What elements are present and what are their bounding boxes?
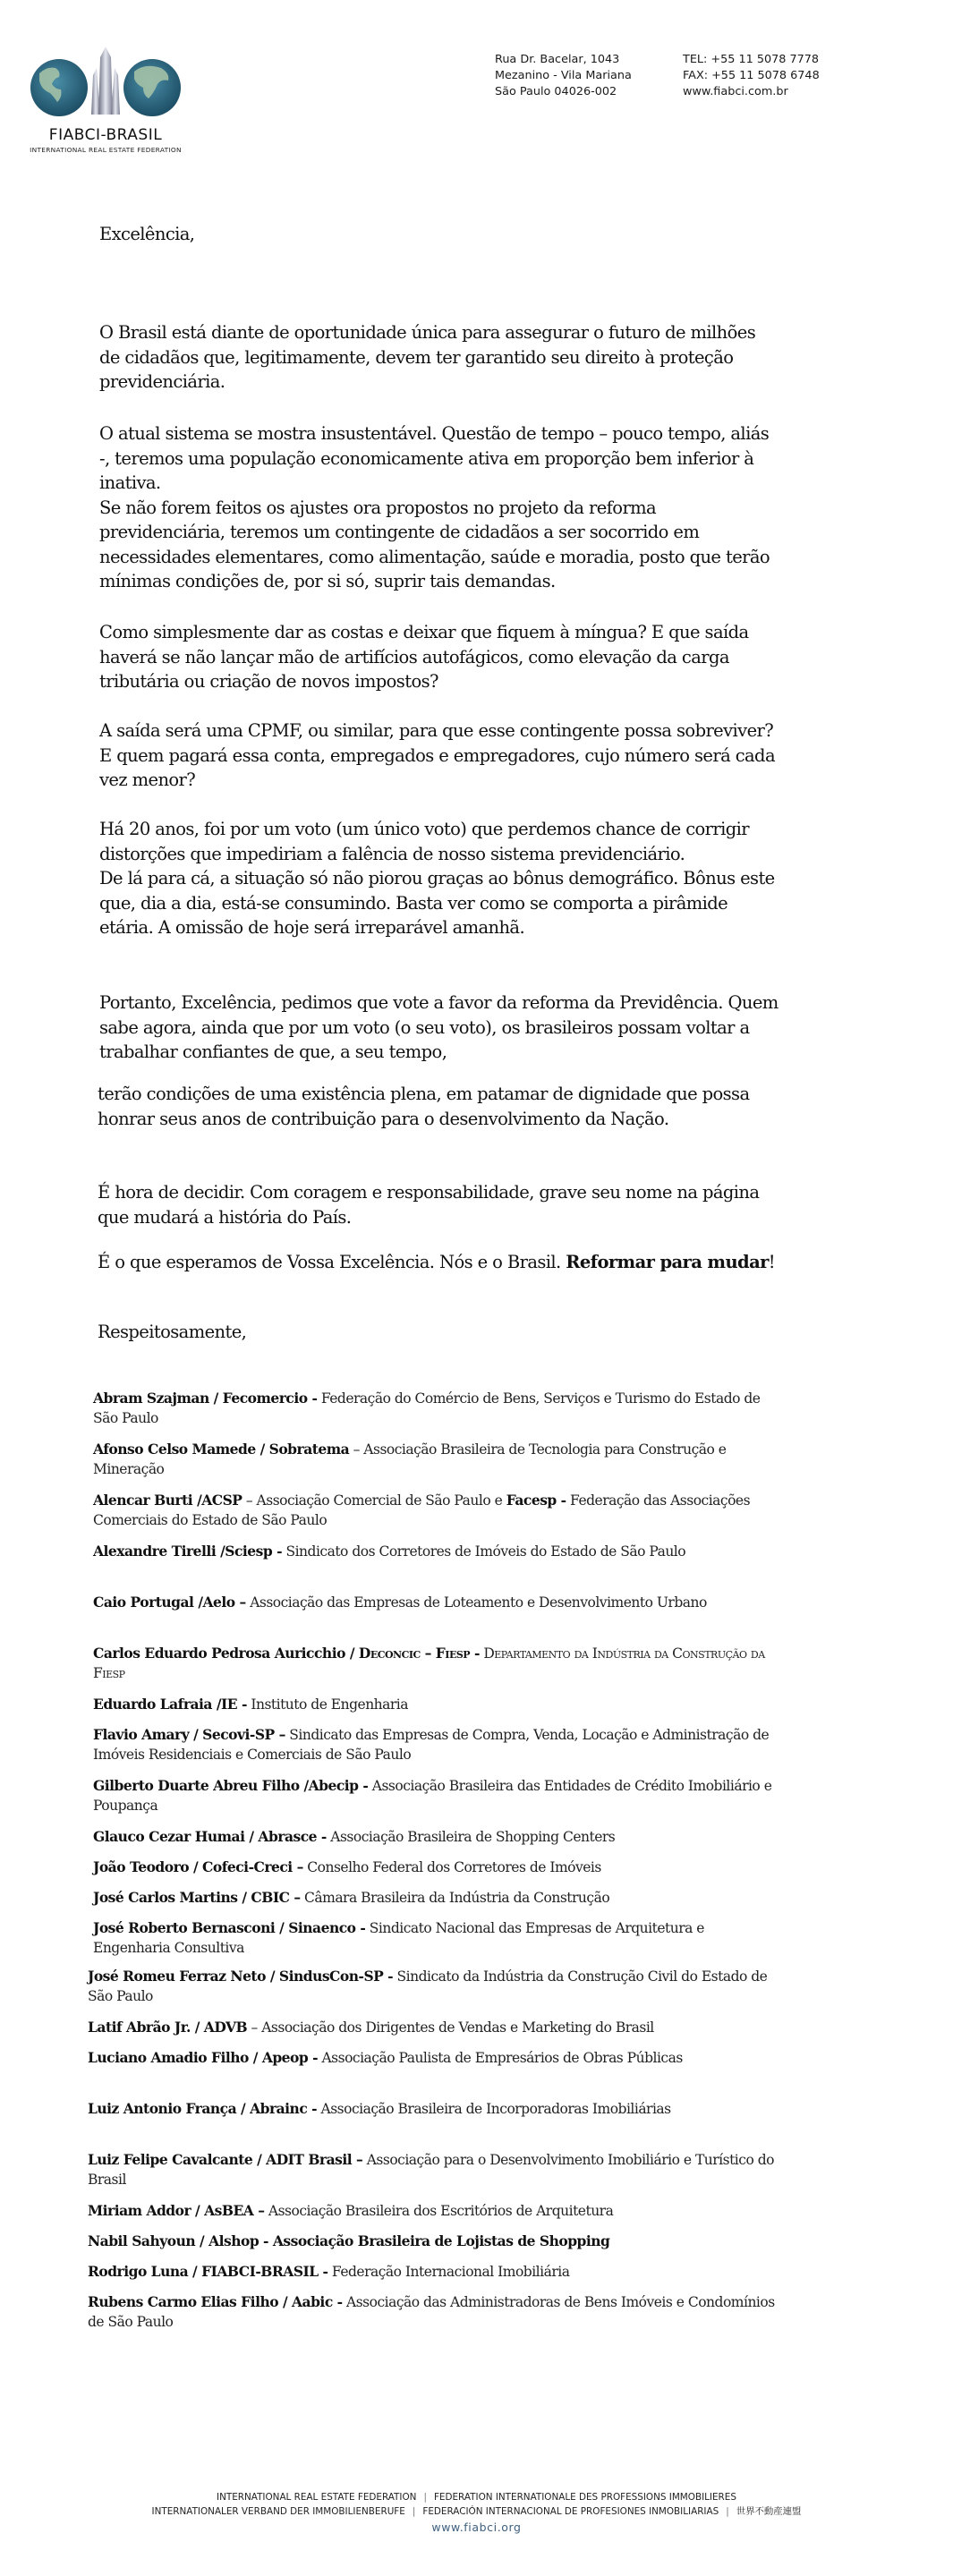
paragraph-text: Portanto, Excelência, pedimos que vote a favor da reforma da Previdência. Quem sabe agora, ainda que por um voto (o seu voto), os brasileiros possam voltar a trabalhar confiantes de que, a seu tempo, <box>99 992 779 1062</box>
signatory-org: Sindicato da Indústria da Construção Civil do Estado de São Paulo <box>88 1968 768 2004</box>
signatory-name: Glauco Cezar Humai / Abrasce - <box>93 1828 327 1845</box>
paragraph-text: Como simplesmente dar as costas e deixar que fiquem à míngua? E que saída haverá se não lançar mão de artifícios autofágicos, como elevação da carga tributária ou criação de novos impostos? <box>99 622 749 692</box>
paragraph-text: terão condições de uma existência plena, em patamar de dignidade que possa honrar seus anos de contribuição para o desenvolvimento da Nação. <box>98 1084 750 1129</box>
signatory-org-2: Federação das Associações Comerciais do Estado de São Paulo <box>93 1492 751 1528</box>
signatory-org: Associação Paulista de Empresários de Obras Públicas <box>318 2050 683 2066</box>
footer-line-1 <box>0 2490 953 2504</box>
signatory-org: Federação Internacional Imobiliária <box>328 2264 570 2280</box>
signatory-item <box>93 1888 782 1908</box>
footer-separator: | <box>412 2506 416 2517</box>
letter-paragraph <box>98 1082 778 1131</box>
signoff-text: Respeitosamente, <box>98 1322 247 1342</box>
signatory-item <box>93 1776 782 1815</box>
signatory-org: Associação para o Desenvolvimento Imobiliário e Turístico do Brasil <box>88 2152 774 2188</box>
fiabci-logo <box>16 41 195 157</box>
signatory-item <box>88 2232 777 2251</box>
signatory-item <box>88 2048 777 2068</box>
signatory-name: Alencar Burti /ACSP <box>93 1492 243 1509</box>
paragraph-text: Há 20 anos, foi por um voto (um único voto) que perdemos chance de corrigir distorções que impediriam a falência de nosso sistema previdenciário. <box>99 819 750 864</box>
signatory-name: Nabil Sahyoun / Alshop - Associação Brasileira de Lojistas de Shopping <box>88 2232 610 2249</box>
letter-paragraph <box>99 817 779 940</box>
paragraph-text: Se não forem feitos os ajustes ora propostos no projeto da reforma previdenciária, teremos um contingente de cidadãos a ser socorrido em necessidades elementares, como alimentação, saúde e moradia, posto que terão mínimas condições de, por si só, suprir tais demandas. <box>99 497 770 591</box>
closing-text: É o que esperamos de Vossa Excelência. Nós e o Brasil. <box>98 1252 566 1272</box>
signatory-item <box>93 1918 782 1958</box>
signatory-org: Sindicato das Empresas de Compra, Venda, Locação e Administração de Imóveis Residenciais e Comerciais de São Paulo <box>93 1727 770 1763</box>
signatory-org: – Associação dos Dirigentes de Vendas e Marketing do Brasil <box>247 2019 654 2036</box>
signatory-item <box>93 1593 782 1612</box>
signatory-org: Sindicato Nacional das Empresas de Arquitetura e Engenharia Consultiva <box>93 1920 704 1956</box>
footer-website-link[interactable]: www.fiabci.org <box>431 2521 522 2534</box>
signatory-name: Alexandre Tirelli /Sciesp - <box>93 1543 283 1560</box>
signatory-item <box>88 2262 777 2282</box>
letter-paragraph <box>99 320 779 395</box>
letter-paragraph <box>99 718 779 793</box>
footer-text: FEDERATION INTERNATIONALE DES PROFESSIONS IMMOBILIERES <box>433 2492 736 2503</box>
footer <box>0 2490 953 2535</box>
signatory-name: José Carlos Martins / CBIC – <box>93 1889 301 1906</box>
paragraph-text: O Brasil está diante de oportunidade única para assegurar o futuro de milhões de cidadãos que, legitimamente, devem ter garantido seu direito à proteção previdenciária. <box>99 322 756 392</box>
address-line: São Paulo 04026-002 <box>495 85 617 98</box>
signatory-org: Conselho Federal dos Corretores de Imóveis <box>302 1859 601 1875</box>
signatory-name: Abram Szajman / Fecomercio - <box>93 1390 318 1407</box>
signatory-org: Associação Brasileira dos Escritórios de Arquitetura <box>264 2203 614 2219</box>
address-line: Mezanino - Vila Mariana <box>495 69 632 82</box>
address-block <box>495 52 632 100</box>
signatory-item <box>88 2099 777 2119</box>
signatory-item <box>93 1644 782 1683</box>
signatory-item <box>93 1858 782 1877</box>
signatory-org: Associação Brasileira de Incorporadoras Imobiliárias <box>317 2101 671 2117</box>
globes-tower-icon <box>16 41 195 126</box>
signatory-item <box>93 1389 782 1428</box>
paragraph-text: A saída será uma CPMF, ou similar, para que esse contingente possa sobreviver? E quem pagará essa conta, empregados e empregadores, cujo número será cada vez menor? <box>99 720 775 790</box>
signatory-org: Instituto de Engenharia <box>246 1696 409 1713</box>
signatory-item <box>88 2018 777 2037</box>
signatory-org: Departamento da Indústria da Construção da Fiesp <box>93 1645 765 1681</box>
website-link[interactable]: www.fiabci.com.br <box>683 85 788 98</box>
paragraph-text: É hora de decidir. Com coragem e responsabilidade, grave seu nome na página que mudará a história do País. <box>98 1182 760 1228</box>
signatory-name: João Teodoro / Cofeci-Creci – <box>93 1858 303 1875</box>
footer-text: INTERNATIONAL REAL ESTATE FEDERATION <box>217 2492 417 2503</box>
signatory-org: – Associação Brasileira de Tecnologia para Construção e Mineração <box>93 1441 727 1477</box>
signatory-name: Luciano Amadio Filho / Apeop - <box>88 2049 319 2066</box>
signatory-name: Gilberto Duarte Abreu Filho /Abecip - <box>93 1777 369 1794</box>
signatory-name: Eduardo Lafraia /IE - <box>93 1696 247 1713</box>
letter-paragraph <box>98 1180 778 1229</box>
footer-text: INTERNATIONALER VERBAND DER IMMOBILIENBERUFE <box>151 2506 405 2517</box>
signatory-org-code: Deconcic – Fiesp - <box>358 1645 480 1662</box>
logo-name: FIABCI-BRASIL <box>48 126 163 144</box>
signatory-name: Afonso Celso Mamede / Sobratema <box>93 1441 350 1458</box>
signatory-org: Sindicato dos Corretores de Imóveis do Estado de São Paulo <box>282 1543 686 1560</box>
signatory-name: José Roberto Bernasconi / Sinaenco - <box>93 1919 366 1936</box>
signatory-org: Associação das Empresas de Loteamento e Desenvolvimento Urbano <box>245 1594 707 1611</box>
letter-paragraph <box>99 990 779 1065</box>
signatory-item <box>93 1440 782 1479</box>
signatory-name: Caio Portugal /Aelo – <box>93 1594 246 1611</box>
fax-number: FAX: +55 11 5078 6748 <box>683 69 820 82</box>
signatory-name: Flavio Amary / Secovi-SP – <box>93 1726 285 1743</box>
closing-slogan: Reformar para mudar <box>566 1252 769 1272</box>
address-line: Rua Dr. Bacelar, 1043 <box>495 53 620 66</box>
signatory-name: Rubens Carmo Elias Filho / Aabic - <box>88 2293 343 2310</box>
footer-text: 世界不動産連盟 <box>736 2506 802 2517</box>
signatory-item <box>93 1827 782 1847</box>
paragraph-text: De lá para cá, a situação só não piorou graças ao bônus demográfico. Bônus este que, dia a dia, está-se consumindo. Basta ver como se comporta a pirâmide etária. A omissão de hoje será irreparável amanhã. <box>99 868 775 938</box>
signatory-item <box>93 1725 782 1764</box>
signatory-name: Luiz Antonio França / Abrainc - <box>88 2100 318 2117</box>
signatory-name-2: Facesp - <box>506 1492 566 1509</box>
greeting: Excelência, <box>99 224 195 244</box>
signatory-org: – Associação Comercial de São Paulo e <box>242 1492 506 1509</box>
signatory-item <box>88 1967 777 2006</box>
contact-block <box>683 52 820 100</box>
footer-separator: | <box>423 2492 427 2503</box>
footer-line-2 <box>0 2504 953 2519</box>
letter-paragraph <box>99 421 779 594</box>
signatory-org: Câmara Brasileira da Indústria da Construção <box>300 1890 610 1906</box>
signatory-item <box>88 2150 777 2189</box>
closing-paragraph <box>98 1250 778 1275</box>
signatory-item <box>93 1491 782 1530</box>
signatory-item <box>88 2201 777 2221</box>
signatory-item <box>93 1542 782 1561</box>
letter-paragraph <box>99 620 779 694</box>
signatory-org: Associação Brasileira das Entidades de Crédito Imobiliário e Poupança <box>93 1778 772 1814</box>
signatory-org: Associação das Administradoras de Bens Imóveis e Condomínios de São Paulo <box>88 2294 775 2330</box>
signatory-name: José Romeu Ferraz Neto / SindusCon-SP - <box>88 1968 394 1985</box>
signatory-name: Miriam Addor / AsBEA – <box>88 2202 265 2219</box>
signatory-name: Latif Abrão Jr. / ADVB <box>88 2019 248 2036</box>
footer-text: FEDERACIÓN INTERNACIONAL DE PROFESIONES INMOBILIARIAS <box>422 2506 719 2517</box>
footer-separator: | <box>726 2506 729 2517</box>
phone-number: TEL: +55 11 5078 7778 <box>683 53 820 66</box>
paragraph-text: O atual sistema se mostra insustentável. Questão de tempo – pouco tempo, aliás -, teremos uma população economicamente ativa em proporção bem inferior à inativa. <box>99 423 770 493</box>
closing-exclamation: ! <box>768 1252 776 1272</box>
signatory-name: Luiz Felipe Cavalcante / ADIT Brasil – <box>88 2151 363 2168</box>
signatory-name: Rodrigo Luna / FIABCI-BRASIL - <box>88 2263 328 2280</box>
logo-tagline: INTERNATIONAL REAL ESTATE FEDERATION <box>30 146 182 154</box>
signatory-name: Carlos Eduardo Pedrosa Auricchio / <box>93 1645 359 1662</box>
signatory-org: Associação Brasileira de Shopping Centers <box>326 1829 616 1845</box>
signatory-org: Federação do Comércio de Bens, Serviços e Turismo do Estado de São Paulo <box>93 1390 761 1426</box>
signoff <box>98 1320 778 1345</box>
signatory-item <box>88 2292 777 2332</box>
signatory-item <box>93 1695 782 1714</box>
